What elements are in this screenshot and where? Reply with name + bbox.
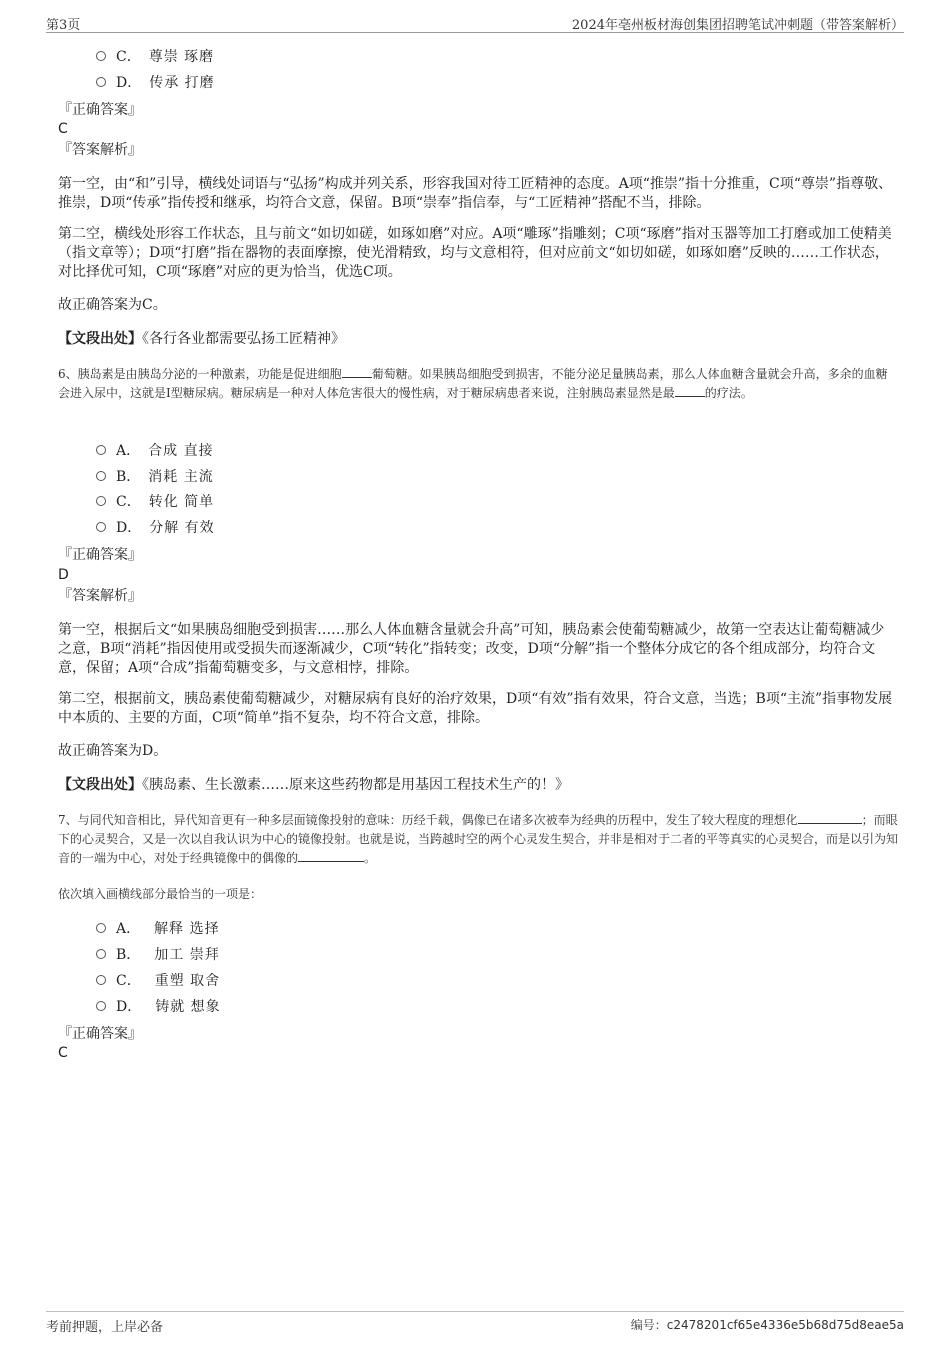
option-c[interactable]: C． 尊崇 琢磨 [96, 48, 214, 66]
radio-icon[interactable] [96, 522, 106, 532]
question-stem: 6、胰岛素是由胰岛分泌的一种激素，功能是促进细胞 葡萄糖。如果胰岛细胞受到损害，不能分泌足量胰岛素，那么人体血糖含量就会升高，多余的血糖会进入尿中，这就是I型糖尿病。糖尿病是一种对人体危害很大的慢性病，对于糖尿病患者来说，注射胰岛素显然是最 的疗法。 [58, 367, 888, 400]
source-text: 《各行各业都需要弘扬工匠精神》 [142, 331, 345, 347]
source-line [58, 330, 345, 348]
option-d[interactable]: D． 铸就 想象 [96, 998, 221, 1016]
analysis-tag: 『答案解析』 [58, 588, 142, 604]
document-title: 2024年亳州板材海创集团招聘笔试冲刺题（带答案解析） [571, 18, 904, 33]
fill-blank [342, 365, 372, 378]
option-c[interactable]: C． 转化 简单 [96, 493, 214, 511]
source-text: 《胰岛素、生长激素……原来这些药物都是用基因工程技术生产的！》 [142, 777, 569, 793]
radio-icon[interactable] [96, 975, 106, 985]
fill-blank [298, 849, 364, 862]
analysis-conclusion: 故正确答案为C。 [58, 297, 167, 313]
radio-icon[interactable] [96, 471, 106, 481]
radio-icon[interactable] [96, 77, 106, 87]
footer-slogan: 考前押题，上岸必备 [46, 1320, 164, 1335]
analysis-paragraph: 第二空，根据前文，胰岛素使葡萄糖减少，对糖尿病有良好的治疗效果，D项“有效”指有效果，符合文意，当选；B项“主流”指事物发展中本质的、主要的方面，C项“简单”指不复杂，均不符合文意，排除。 [58, 691, 893, 726]
question-stem: 7、与同代知音相比，异代知音更有一种多层面镜像投射的意味：历经千载，偶像已在诸多次被奉为经典的历程中，发生了较大程度的理想化 ；而眼下的心灵契合，又是一次以自我认识为中心的镜像投射。也就是说，当跨越时空的两个心灵发生契合，并非是相对于二者的平等真实的心灵契合，而是以引为知音的一端为中心，对处于经典镜像中的偶像的 。 [58, 813, 899, 865]
option-d[interactable]: D． 传承 打磨 [96, 74, 215, 92]
option-a[interactable]: A． 解释 选择 [96, 920, 220, 938]
answer-value: C [58, 1045, 68, 1061]
source-line [58, 776, 569, 794]
option-a[interactable]: A． 合成 直接 [96, 442, 214, 460]
question-prompt: 依次填入画横线部分最恰当的一项是： [58, 887, 263, 901]
radio-icon[interactable] [96, 445, 106, 455]
answer-tag: 『正确答案』 [58, 547, 142, 563]
radio-icon[interactable] [96, 496, 106, 506]
source-label: 【文段出处】 [58, 777, 142, 793]
radio-icon[interactable] [96, 949, 106, 959]
document-id: 编号：c2478201cf65e4336e5b68d75d8eae5a [630, 1318, 904, 1332]
page-header [46, 12, 904, 33]
option-b[interactable]: B． 消耗 主流 [96, 468, 214, 486]
analysis-tag: 『答案解析』 [58, 142, 142, 158]
answer-value: C [58, 121, 68, 137]
page-number: 第3页 [46, 18, 81, 33]
analysis-paragraph: 第一空，根据后文“如果胰岛细胞受到损害……那么人体血糖含量就会升高”可知，胰岛素会使葡萄糖减少，故第一空表达让葡萄糖减少之意，B项“消耗”指因使用或受损失而逐渐减少，C项“转化”指转变；改变，D项“分解”指一个整体分成它的各个组成部分，均符合文意，保留；A项“合成”指葡萄糖变多，与文意相悖，排除。 [58, 622, 885, 676]
analysis-conclusion: 故正确答案为D。 [58, 743, 168, 759]
answer-tag: 『正确答案』 [58, 1026, 142, 1042]
radio-icon[interactable] [96, 1001, 106, 1011]
option-c[interactable]: C． 重塑 取舍 [96, 972, 220, 990]
analysis-paragraph: 第一空，由“和”引导，横线处词语与“弘扬”构成并列关系，形容我国对待工匠精神的态度。A项“推崇”指十分推重，C项“尊崇”指尊敬、推崇，D项“传承”指传授和继承，均符合文意，保留。B项“崇奉”指信奉，与“工匠精神”搭配不当，排除。 [58, 176, 893, 211]
option-b[interactable]: B． 加工 崇拜 [96, 946, 220, 964]
page-footer [46, 1311, 904, 1336]
radio-icon[interactable] [96, 923, 106, 933]
answer-tag: 『正确答案』 [58, 102, 142, 118]
fill-blank [798, 811, 862, 824]
source-label: 【文段出处】 [58, 331, 142, 347]
answer-value: D [58, 567, 69, 583]
fill-blank [675, 384, 705, 397]
option-d[interactable]: D． 分解 有效 [96, 519, 215, 537]
radio-icon[interactable] [96, 51, 106, 61]
analysis-paragraph: 第二空，横线处形容工作状态，且与前文“如切如磋，如琢如磨”对应。A项“雕琢”指雕刻；C项“琢磨”指对玉器等加工打磨或加工使精美（指文章等）；D项“打磨”指在器物的表面摩擦，使光滑精致，均与文意相符，但对应前文“如切如磋，如琢如磨”反映的……工作状态，对比择优可知，C项“琢磨”对应的更为恰当，优选C项。 [58, 226, 892, 280]
